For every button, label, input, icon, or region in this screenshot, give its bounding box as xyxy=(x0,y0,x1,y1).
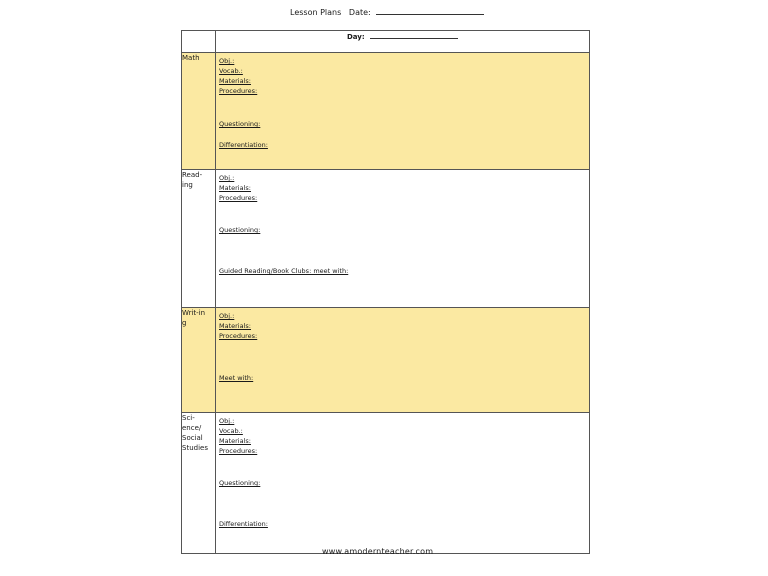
subject-label xyxy=(182,308,216,413)
date-label: Date: xyxy=(348,8,371,17)
item-obj: Obj.: xyxy=(219,174,235,182)
item-meet-with: Meet with: xyxy=(219,374,254,382)
subject-content xyxy=(216,413,590,554)
item-obj: Obj.: xyxy=(219,312,235,320)
item-vocab: Vocab.: xyxy=(219,427,243,435)
day-blank-line xyxy=(370,31,458,39)
subject-label: Math xyxy=(182,53,216,170)
page-header xyxy=(290,6,484,17)
subject-label-text: Writ-ing xyxy=(182,309,206,327)
item-materials: Materials: xyxy=(219,322,251,330)
corner-cell xyxy=(182,31,216,53)
date-blank-line xyxy=(376,6,484,15)
subject-label-text: Read-ing xyxy=(182,171,203,189)
item-differentiation: Differentiation: xyxy=(219,520,268,528)
subject-label xyxy=(182,170,216,308)
day-header-cell xyxy=(216,31,590,53)
item-materials: Materials: xyxy=(219,77,251,85)
item-materials: Materials: xyxy=(219,437,251,445)
item-obj: Obj.: xyxy=(219,417,235,425)
item-questioning: Questioning: xyxy=(219,479,261,487)
item-obj: Obj.: xyxy=(219,57,235,65)
lesson-plan-table xyxy=(181,30,590,554)
subject-content xyxy=(216,170,590,308)
subject-label-text: Sci-ence/ Social Studies xyxy=(182,414,208,452)
day-row xyxy=(182,31,590,53)
item-materials: Materials: xyxy=(219,184,251,192)
item-procedures: Procedures: xyxy=(219,194,258,202)
subject-label xyxy=(182,413,216,554)
subject-row-science-social-studies xyxy=(182,413,590,554)
page-title: Lesson Plans xyxy=(290,8,342,17)
subject-row-writing xyxy=(182,308,590,413)
item-vocab: Vocab.: xyxy=(219,67,243,75)
subject-row-reading xyxy=(182,170,590,308)
day-label: Day: xyxy=(346,33,365,41)
subject-content xyxy=(216,53,590,170)
item-differentiation: Differentiation: xyxy=(219,141,268,149)
subject-row-math xyxy=(182,53,590,170)
item-procedures: Procedures: xyxy=(219,332,258,340)
item-procedures: Procedures: xyxy=(219,447,258,455)
footer-website: www.amodernteacher.com xyxy=(322,547,434,556)
subject-content xyxy=(216,308,590,413)
item-guided-reading: Guided Reading/Book Clubs: meet with: xyxy=(219,267,349,275)
item-questioning: Questioning: xyxy=(219,120,261,128)
item-procedures: Procedures: xyxy=(219,87,258,95)
item-questioning: Questioning: xyxy=(219,226,261,234)
